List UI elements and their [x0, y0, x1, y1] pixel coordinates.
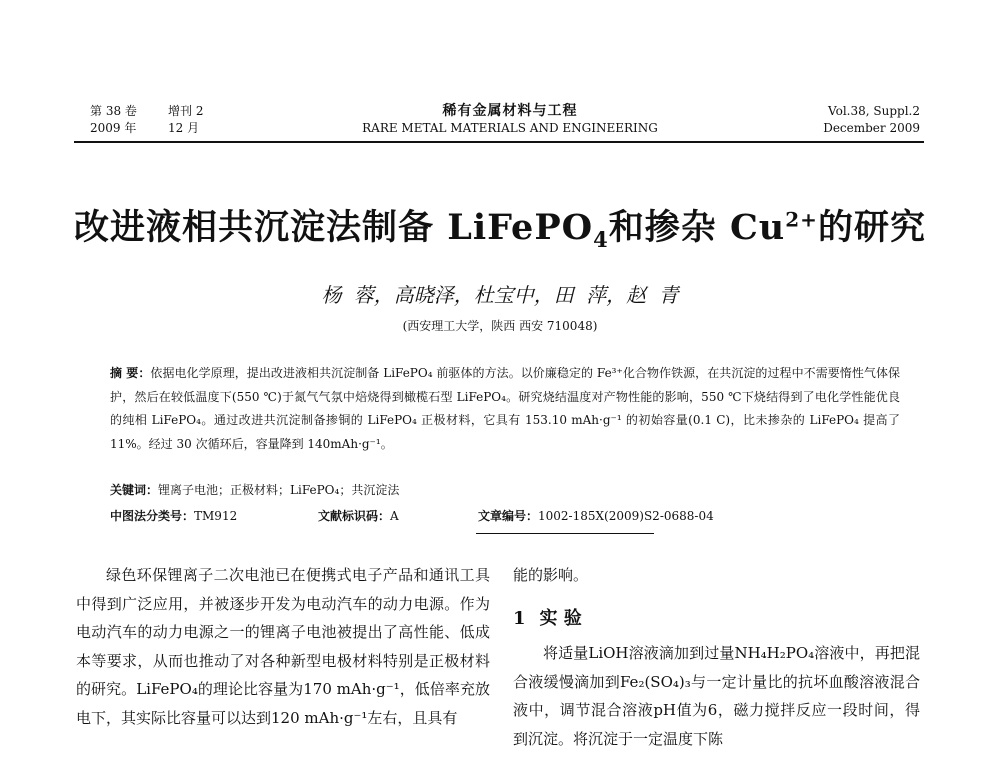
issue-cn: 增刊 2	[168, 104, 204, 118]
title-part-1: 改进液相共沉淀法制备 LiFePO	[74, 207, 594, 248]
year-cn: 2009 年	[90, 121, 137, 135]
abstract-label: 摘 要：	[110, 366, 151, 380]
keywords	[110, 481, 399, 498]
title-part-3: 的研究	[817, 207, 926, 248]
art-value: 1002-185X(2009)S2-0688-04	[538, 509, 714, 523]
body-paragraph-cont: 能的影响。	[513, 566, 589, 584]
abstract	[110, 362, 900, 456]
keywords-text: 锂离子电池；正极材料；LiFePO₄；共沉淀法	[158, 483, 400, 497]
month-cn: 12 月	[168, 121, 200, 135]
abstract-rule	[476, 533, 654, 534]
section-title: 实 验	[539, 607, 582, 629]
body-paragraph: 将适量LiOH溶液滴加到过量NH₄H₂PO₄溶液中，再把混合液缓慢滴加到Fe₂(SO₄)₃与一定计量比的抗坏血酸溶液混合液中，调节混合溶液pH值为6，磁力搅拌反应一段时间，得到沉淀。将沉淀于一定温度下陈	[513, 644, 920, 748]
doc-code	[318, 507, 399, 524]
header-volume-block	[90, 103, 137, 137]
art-label: 文章编号：	[478, 509, 539, 523]
journal-name-cn: 稀有金属材料与工程	[442, 103, 578, 119]
doc-value: A	[390, 509, 399, 523]
journal-name-en: RARE METAL MATERIALS AND ENGINEERING	[362, 121, 658, 135]
section-heading	[513, 605, 920, 634]
abstract-text: 依据电化学原理，提出改进液相共沉淀制备 LiFePO₄ 前驱体的方法。以价廉稳定的 Fe³⁺化合物作铁源，在共沉淀的过程中不需要惰性气体保护，然后在较低温度下(550 ℃)于氮气气氛中焙烧得到橄榄石型 LiFePO₄。研究烧结温度对产物性能的影响，550 ℃下烧结得到了电化学性能优良的纯相 LiFePO₄。通过改进共沉淀制备掺铜的 LiFePO₄ 正极材料，它具有 153.10 mAh·g⁻¹ 的初始容量(0.1 C)，比未掺杂的 LiFePO₄ 提高了 11%。经过 30 次循环后，容量降到 140mAh·g⁻¹。	[110, 366, 900, 451]
article-title	[0, 200, 1000, 250]
body-left-column	[76, 561, 490, 732]
vol-en: Vol.38, Suppl.2	[828, 104, 920, 118]
date-en: December 2009	[823, 121, 920, 135]
header-vol-en-block	[823, 103, 920, 137]
article-number	[478, 507, 714, 524]
body-right-column	[513, 561, 920, 753]
header-journal-block	[300, 103, 720, 137]
volume-cn: 第 38 卷	[90, 104, 137, 118]
affiliation: (西安理工大学，陕西 西安 710048)	[402, 319, 598, 333]
authors: 杨 蓉，高晓泽，杜宝中，田 萍，赵 青	[321, 283, 679, 307]
clc-number	[110, 507, 237, 524]
title-part-2: 和掺杂 Cu	[608, 207, 786, 248]
body-paragraph: 绿色环保锂离子二次电池已在便携式电子产品和通讯工具中得到广泛应用，并被逐步开发为电动汽车的动力电源。作为电动汽车的动力电源之一的锂离子电池被提出了高性能、低成本等要求，从而也推动了对各种新型电极材料特别是正极材料的研究。LiFePO₄的理论比容量为170 mAh·g⁻¹，低倍率充放电下，其实际比容量可以达到120 mAh·g⁻¹左右，且具有	[76, 566, 490, 727]
clc-label: 中图法分类号：	[110, 509, 195, 523]
doc-label: 文献标识码：	[318, 509, 391, 523]
keywords-label: 关键词：	[110, 483, 159, 497]
clc-value: TM912	[194, 509, 238, 523]
header-issue-block	[168, 103, 203, 137]
title-sup: 2+	[785, 207, 818, 232]
title-sub: 4	[593, 227, 609, 252]
header-rule	[74, 141, 924, 143]
section-number: 1	[513, 607, 526, 629]
